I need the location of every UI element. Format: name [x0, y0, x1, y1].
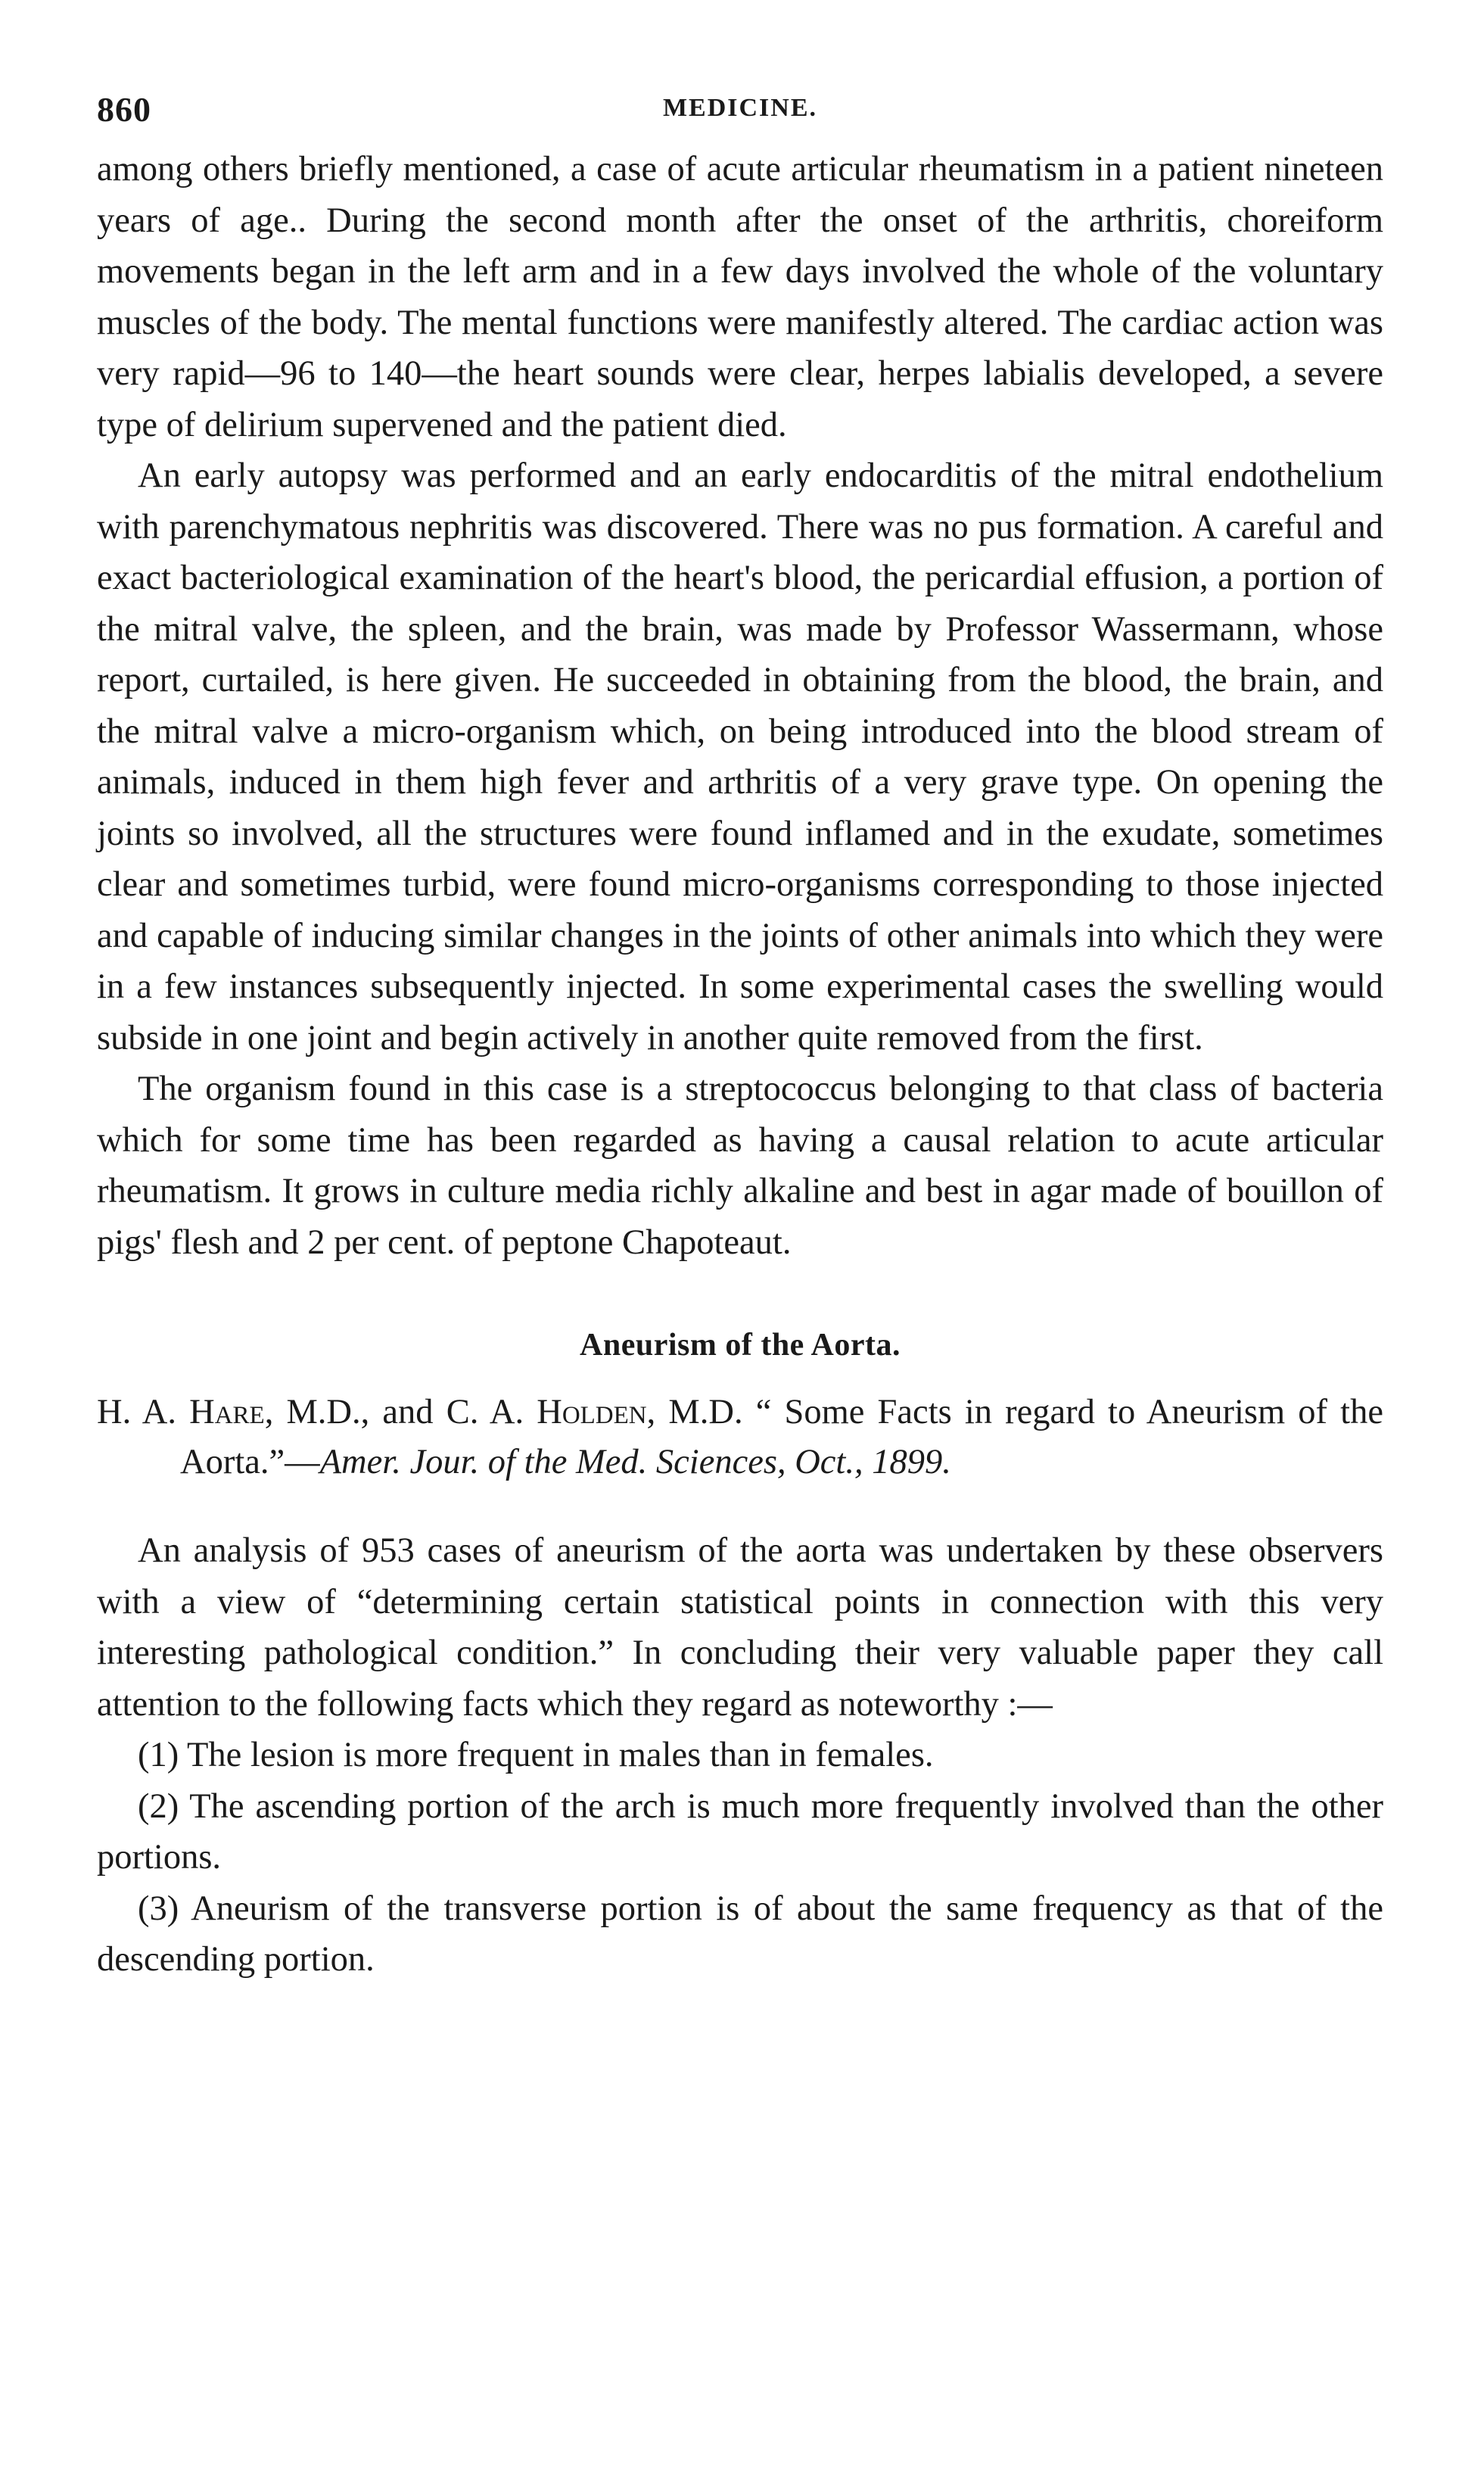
citation-author-2: C. A. Holden: [446, 1393, 647, 1431]
citation-degree-2: , M.D.: [646, 1393, 756, 1431]
running-title: MEDICINE.: [662, 94, 818, 122]
book-page: [97, 83, 1383, 2430]
citation-author-1: H. A. Hare: [97, 1393, 265, 1431]
list-item-3: (3) Aneurism of the transverse portion is of about the same frequency as that of the descending portion.: [97, 1889, 1383, 1979]
list-item-2: (2) The ascending portion of the arch is much more frequently involved than the other portions.: [97, 1786, 1383, 1877]
body-paragraph-4: An analysis of 953 cases of aneurism of the aorta was undertaken by these observers with a view of “determining certain statistical points in connection with this very interesting pathological condition.” In concluding their very valuable paper they call attention to the following facts which they regard as noteworthy :—: [97, 1531, 1383, 1724]
citation-title: “ Some Facts in regard to Aneurism of the Aorta.”—: [180, 1393, 1383, 1481]
page-number: 860: [97, 90, 151, 129]
list-item-1: (1) The lesion is more frequent in males than in females.: [138, 1736, 934, 1774]
citation-degree-1: , M.D., and: [264, 1393, 446, 1431]
body-paragraph-2: An early autopsy was performed and an early endocarditis of the mitral endothelium with parenchymatous nephritis was discovered. There was no pus formation. A careful and exact bacteriological examination of the heart's blood, the pericardial effusion, a portion of the mitral valve, the spleen, and the brain, was made by Professor Wassermann, whose report, curtailed, is here given. He succeeded in obtaining from the blood, the brain, and the mitral valve a micro-organism which, on being introduced into the blood stream of animals, induced in them high fever and arthritis of a very grave type. On opening the joints so involved, all the structures were found inflamed and in the exudate, sometimes clear and sometimes turbid, were found micro-organisms corresponding to those injected and capable of inducing similar changes in the joints of other animals into which they were in a few instances subsequently injected. In some experimental cases the swelling would subside in one joint and begin actively in another quite removed from the first.: [97, 456, 1383, 1057]
body-paragraph-1: among others briefly mentioned, a case of acute articular rheumatism in a patient nineteen years of age.. During the second month after the onset of the arthritis, choreiform movements began in the left arm and in a few days involved the whole of the voluntary muscles of the body. The mental functions were manifestly altered. The cardiac action was very rapid—96 to 140—the heart sounds were clear, herpes labialis developed, a severe type of delirium supervened and the patient died.: [97, 150, 1383, 444]
citation: [97, 1388, 1383, 1487]
section-heading: Aneurism of the Aorta.: [580, 1328, 901, 1363]
running-head: [97, 83, 1383, 144]
body-paragraph-3: The organism found in this case is a streptococcus belonging to that class of bacteria which for some time has been regarded as having a causal relation to acute articular rheumatism. It grows in culture media richly alkaline and best in agar made of bouillon of pigs' flesh and 2 per cent. of peptone Chapoteaut.: [97, 1070, 1383, 1262]
citation-journal: Amer. Jour. of the Med. Sciences, Oct., 1899.: [319, 1443, 951, 1481]
